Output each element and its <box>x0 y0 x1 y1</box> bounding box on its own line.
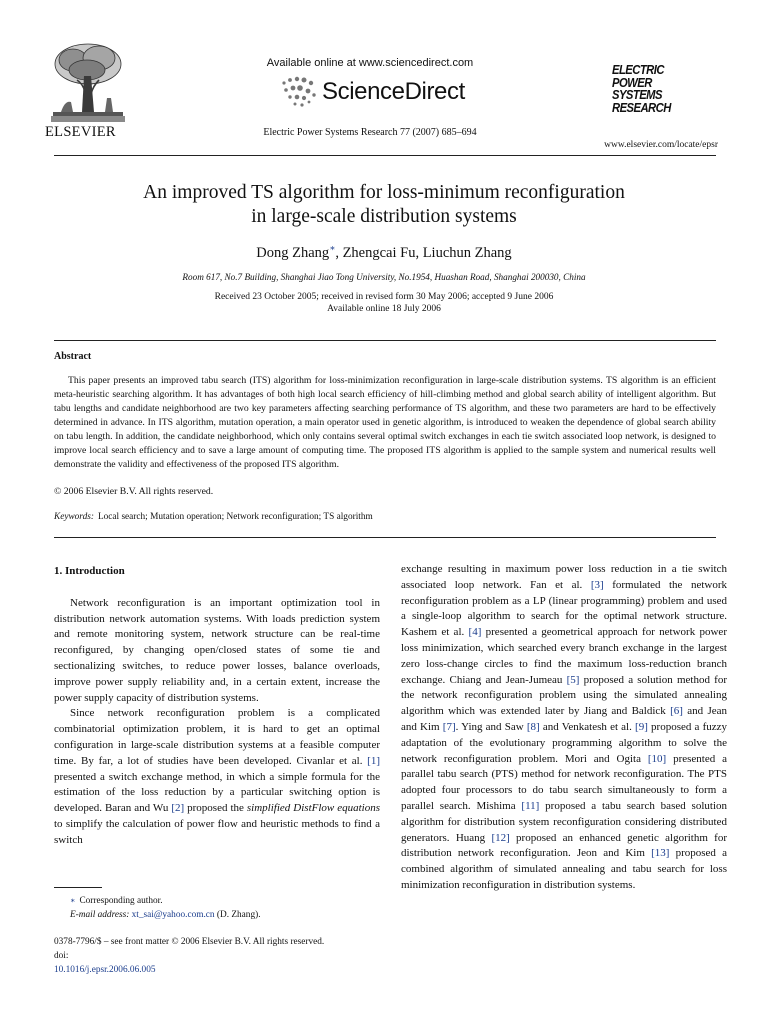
citation-link[interactable]: [1] <box>367 754 380 767</box>
paragraph-text: to simplify the calculation of power flow and heuristic methods to find a switch <box>54 817 380 846</box>
citation-link[interactable]: [9] <box>635 720 648 733</box>
citation-link[interactable]: [6] <box>670 705 683 718</box>
paragraph-text: proposed a combined algorithm of simulated annealing and tabu search for loss minimization reconfiguration in distribution systems. <box>401 847 727 891</box>
received-dates: Received 23 October 2005; received in revised form 30 May 2006; accepted 9 June 2006 <box>214 292 554 302</box>
citation-link[interactable]: [5] <box>566 673 580 686</box>
elsevier-tree-logo <box>47 40 129 126</box>
abstract-bottom-divider <box>54 537 716 538</box>
citation-link[interactable]: [10] <box>647 752 667 765</box>
corresponding-author-footnote <box>54 894 261 923</box>
title-line: in large-scale distribution systems <box>251 206 517 227</box>
front-matter <box>54 936 324 977</box>
abstract-top-divider <box>54 340 716 341</box>
abstract-heading: Abstract <box>54 351 92 362</box>
paragraph-text: . Ying and Saw <box>455 720 527 733</box>
corresponding-author-label: Corresponding author. <box>79 896 163 906</box>
article-title <box>60 181 708 229</box>
paragraph-text: proposed a solution method for the network reconfiguration problem using the simulated annealing algorithm which was extended later by Jiang and Baldick <box>401 673 727 718</box>
sciencedirect-wordmark: ScienceDirect <box>322 78 465 105</box>
publisher-name: ELSEVIER <box>45 124 116 140</box>
issn-copyright: 0378-7796/$ – see front matter © 2006 Elsevier B.V. All rights reserved. <box>54 937 325 947</box>
journal-url-link[interactable]: www.elsevier.com/locate/epsr <box>604 140 718 150</box>
doi-link[interactable]: 10.1016/j.epsr.2006.06.005 <box>54 964 156 975</box>
doi-line <box>54 950 324 978</box>
paragraph-text: proposed a tabu search based solution algorithm for distribution system reconfiguration considering distributed generators. Huang <box>401 799 727 844</box>
article-history <box>60 291 708 315</box>
footnote-mark: ∗ <box>70 896 76 905</box>
paragraph-text: proposed an enhanced genetic algorithm for distribution network reconfiguration. Jeon and Kim <box>401 831 727 860</box>
paragraph-text: formulated the network reconfiguration problem as a LP (linear programming) problem and used a single-loop algorithm to search for the optimal network structure. Kashem et al. <box>401 578 727 639</box>
paragraph-text: proposed the <box>184 802 247 815</box>
paragraph-text: exchange resulting in maximum power loss reduction in a tie switch associated loop network. Fan et al. <box>401 563 727 591</box>
paragraph-text: presented a parallel tabu search (PTS) method for network reconfiguration. The PTS adopted four processors to do tabu search simultaneously to form a parallel search. Mishima <box>401 752 727 812</box>
citation-link[interactable]: [13] <box>651 847 670 860</box>
doi-label: doi: <box>54 950 69 961</box>
paragraph-text: presented a switch exchange method, in which a simple formula for the estimation of the loss reduction by a particular switching option is developed. Baran and Wu <box>54 770 380 815</box>
paragraph-text: presented a geometrical approach for network power loss minimization, which searched every branch exchange in the largest zero loss-change circles to find the maximum loss-reduction branch exchange. Chiang and Jean-Jumeau <box>401 626 727 686</box>
sciencedirect-dots-icon <box>278 75 318 109</box>
citation-link[interactable]: [11] <box>521 799 540 812</box>
body-column-right <box>401 562 727 894</box>
journal-logo-line: SYSTEMS <box>612 88 662 102</box>
abstract-text: This paper presents an improved tabu search (ITS) algorithm for loss-minimization reconfiguration in large-scale distribution systems. TS algorithm is an efficient meta-heuristic searching algorithm. It has advantages of both high local search efficiency of hill-climbing method and global search ability of intelligent algorithm. But tabu lengths and candidate neighborhood are two key parameters affecting searching performance of TS algorithm, and these two parameters are hard to be effectively determined in advance. In ITS algorithm, mutation operation, a main operator used in genetic algorithm, is introduced to weaken the dependence of global search ability on tabu length. In addition, the candidate neighborhood, which only contains several optimal switch exchanges in each tie switch associated loop network, is designed to improve local search efficiency and to save a large amount of computing time. The proposed ITS algorithm is applied to the sample system and numerical results well demonstrate the validity and effectiveness of the proposed ITS algorithm. <box>54 375 716 470</box>
abstract-copyright: © 2006 Elsevier B.V. All rights reserved. <box>54 486 214 497</box>
email-link[interactable]: xt_sai@yahoo.com.cn <box>131 909 215 920</box>
citation-link[interactable]: [8] <box>526 720 540 733</box>
citation-link[interactable]: [3] <box>590 578 604 591</box>
footnote-line <box>54 909 261 923</box>
intro-paragraph-2 <box>54 706 380 848</box>
footnote-line <box>54 894 261 909</box>
author-names: , Zhengcai Fu, Liuchun Zhang <box>335 244 512 261</box>
intro-paragraph-1: Network reconfiguration is an important optimization tool in distribution network automation systems. With loads prediction system and remote monitoring system, network structure can be real-time reconfigured, by changing open/closed states of some tie and sectionalizing switches, to reduce power losses, balance overloads, improve power supply reliability and, in a certain extent, increase the power supply capacity of distribution systems. <box>54 596 380 704</box>
footnote-divider <box>54 887 102 888</box>
emphasized-term: simplified DistFlow equations <box>246 802 381 815</box>
journal-logo-line: POWER <box>612 75 652 90</box>
journal-logo-line: ELECTRIC <box>612 63 664 77</box>
author-name: Dong Zhang <box>256 244 330 261</box>
paragraph-text: Since network reconfiguration problem is a complicated combinatorial optimization problem, it is hard to get an optimal configuration in large-scale distribution systems at a feasible computer time. By far, a lot of studies have been developed. Civanlar et al. <box>54 707 380 767</box>
email-owner: (D. Zhang). <box>216 909 261 920</box>
intro-paragraph-2-continued <box>401 562 727 894</box>
sciencedirect-logo <box>278 72 465 112</box>
paragraph-text: and Venkatesh et al. <box>539 720 636 733</box>
email-label: E-mail address: <box>70 909 130 920</box>
citation-link[interactable]: [2] <box>171 802 185 815</box>
keywords-label: Keywords: <box>54 512 94 522</box>
paragraph-text: and Jean and Kim <box>401 705 727 733</box>
citation-link[interactable]: [4] <box>468 626 482 639</box>
keywords-line <box>54 512 716 522</box>
citation-link[interactable]: [12] <box>491 831 510 844</box>
section-heading-introduction: 1. Introduction <box>54 565 125 577</box>
available-online-date: Available online 18 July 2006 <box>327 304 441 314</box>
journal-logo-line: RESEARCH <box>612 100 671 115</box>
header-divider <box>54 155 716 156</box>
title-line: An improved TS algorithm for loss-minimum reconfiguration <box>143 182 625 203</box>
body-column-left <box>54 564 380 849</box>
author-affiliation: Room 617, No.7 Building, Shanghai Jiao Tong University, No.1954, Huashan Road, Shanghai 200030, China <box>182 272 586 282</box>
paragraph-text: proposed a fuzzy adaptation of the evolutionary programming algorithm to solve the network reconfiguration problem. Mori and Ogita <box>401 720 727 765</box>
available-online-text: Available online at www.sciencedirect.com <box>266 57 474 69</box>
author-list <box>60 243 708 262</box>
journal-logo <box>612 64 714 130</box>
keywords-list: Local search; Mutation operation; Network reconfiguration; TS algorithm <box>97 512 373 522</box>
citation-link[interactable]: [7] <box>442 720 456 733</box>
corresponding-author-link[interactable]: ∗ <box>329 243 336 253</box>
journal-reference: Electric Power Systems Research 77 (2007) 685–694 <box>263 127 477 138</box>
